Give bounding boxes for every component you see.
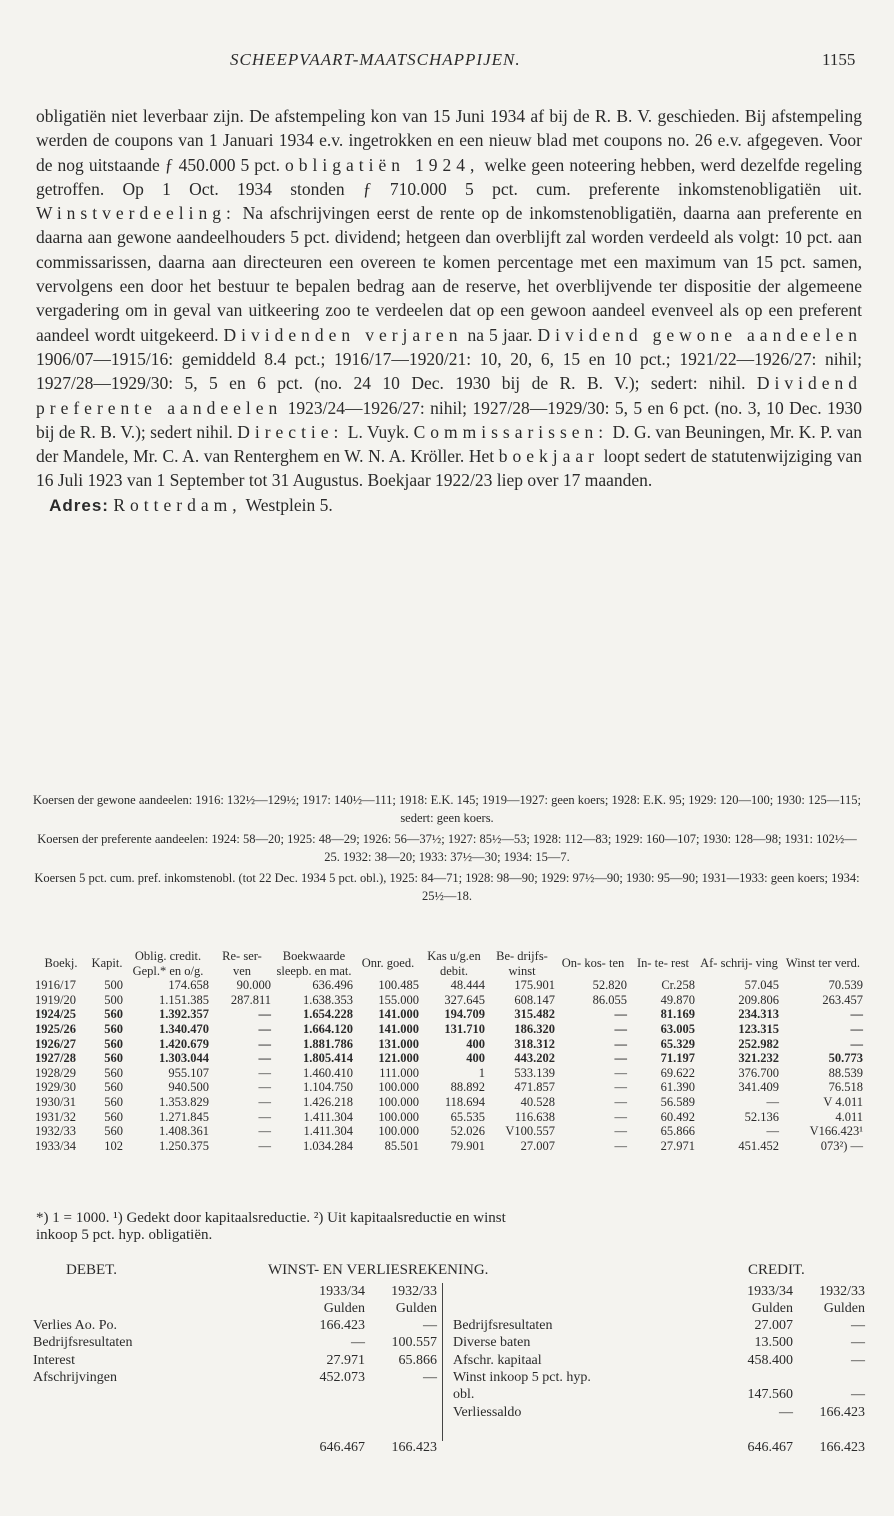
- debit-year-2: 1932/33: [391, 1284, 437, 1299]
- table-cell: Cr.258: [661, 978, 695, 993]
- table-cell: 1.420.679: [159, 1036, 209, 1051]
- table-cell: 234.313: [738, 1007, 779, 1022]
- table-cell: 315.482: [514, 1007, 555, 1022]
- spaced-heading: Dividend gewone aandeelen: [537, 324, 862, 345]
- quotes-bonds: Koersen 5 pct. cum. pref. inkomstenobl. (tot 22 Dec. 1934 5 pct. obl.), 1925: 84—71; 1928: 98—90; 1929: 97½—90; 1930: 95—90; 1931—1933: geen koers; 1934: 25½—18.: [34, 871, 860, 903]
- table-cell: 100.485: [378, 978, 419, 993]
- text-run: obligatiën niet leverbaar zijn. De afstempeling kon van 15 Juni 1934 af bij de R. B. V. geschieden. Bij afstempeling werden de coupons van 1 Januari 1934 e.v. ingetrokken en een nieuw blad met coupons no. 26 e.v. afgegeven. Voor de nog uitstaande ƒ 450.000 5 pct.: [36, 106, 862, 175]
- table-cell: 1.034.284: [303, 1138, 353, 1153]
- table-cell: —: [614, 1124, 627, 1139]
- table-cell: 61.390: [660, 1080, 695, 1095]
- credit-item-value-1: 13.500: [754, 1335, 793, 1351]
- credit-total-2: 166.423: [819, 1440, 865, 1455]
- table-header: Kas u/g.en debit.: [427, 949, 481, 978]
- credit-item-label: Bedrijfsresultaten: [453, 1318, 553, 1333]
- table-cell: 1927/28: [35, 1051, 76, 1066]
- table-cell: 88.539: [828, 1065, 863, 1080]
- table-cell: 194.709: [444, 1007, 485, 1022]
- footnotes: [36, 1210, 862, 1244]
- page-number: 1155: [822, 50, 856, 69]
- table-cell: —: [614, 1036, 627, 1051]
- table-cell: 1.460.410: [303, 1065, 353, 1080]
- table-cell: 560: [104, 1065, 123, 1080]
- debit-item-label: Interest: [33, 1352, 75, 1368]
- table-cell: 175.901: [514, 978, 555, 993]
- debit-item-value-2: 100.557: [391, 1335, 437, 1351]
- table-cell: V166.423¹: [809, 1124, 863, 1139]
- spaced-heading: obligatiën 1924,: [285, 154, 480, 175]
- table-cell: 1928/29: [35, 1065, 76, 1080]
- table-cell: 287.811: [230, 992, 271, 1007]
- table-cell: 100.000: [378, 1094, 419, 1109]
- table-cell: 1.426.218: [303, 1094, 353, 1109]
- table-header-row: [33, 949, 865, 978]
- table-cell: 500: [104, 992, 123, 1007]
- table-cell: 955.107: [168, 1065, 209, 1080]
- debit-item-value-1: 452.073: [319, 1369, 365, 1385]
- debit-item-label: Bedrijfsresultaten: [33, 1335, 133, 1351]
- table-cell: 65.329: [660, 1036, 695, 1051]
- debit-item-label: Verlies Ao. Po.: [33, 1318, 117, 1333]
- table-cell: 1.353.829: [159, 1094, 209, 1109]
- table-header: Winst ter verd.: [785, 956, 861, 971]
- table-cell: 560: [104, 1051, 123, 1066]
- table-cell: 1.408.361: [159, 1124, 209, 1139]
- table-cell: 1.664.120: [303, 1021, 353, 1036]
- table-cell: 60.492: [660, 1109, 695, 1124]
- table-cell: 500: [104, 978, 123, 993]
- credit-item-label: obl.: [453, 1387, 475, 1403]
- table-cell: —: [614, 1138, 627, 1153]
- credit-item-value-2: 166.423: [819, 1404, 865, 1420]
- table-cell: —: [850, 1007, 863, 1022]
- spaced-heading: Commissarissen:: [413, 421, 609, 442]
- credit-item-label: Verliessaldo: [453, 1404, 522, 1420]
- table-cell: 560: [104, 1109, 123, 1124]
- table-cell: —: [258, 1021, 271, 1036]
- table-row: [33, 1007, 865, 1022]
- footnote-line: *) 1 = 1000. ¹) Gedekt door kapitaalsreductie. ²) Uit kapitaalsreductie en winst: [36, 1210, 506, 1226]
- table-cell: —: [614, 1021, 627, 1036]
- table-cell: 27.971: [660, 1138, 695, 1153]
- table-row: [33, 1022, 865, 1037]
- table-cell: 186.320: [514, 1021, 555, 1036]
- table-cell: 100.000: [378, 1080, 419, 1095]
- debit-item-label: Afschrijvingen: [33, 1369, 117, 1385]
- table-cell: 1.250.375: [159, 1138, 209, 1153]
- table-cell: 52.136: [744, 1109, 779, 1124]
- table-header: In- te- rest: [636, 956, 690, 971]
- table-cell: 86.055: [592, 992, 627, 1007]
- table-cell: V100.557: [505, 1124, 555, 1139]
- spaced-heading: Directie:: [237, 421, 344, 442]
- table-cell: 102: [104, 1138, 123, 1153]
- table-cell: 1.881.786: [303, 1036, 353, 1051]
- table-row: [33, 1051, 865, 1066]
- table-cell: 341.409: [738, 1080, 779, 1095]
- table-cell: —: [614, 1065, 627, 1080]
- table-cell: 1931/32: [35, 1109, 76, 1124]
- footnote-line: inkoop 5 pct. hyp. obligatiën.: [36, 1227, 213, 1243]
- table-cell: 1925/26: [35, 1021, 76, 1036]
- credit-year-2: 1932/33: [819, 1284, 865, 1299]
- table-cell: 1.271.845: [159, 1109, 209, 1124]
- debit-item-value-1: —: [351, 1335, 365, 1351]
- table-cell: 451.452: [738, 1138, 779, 1153]
- debit-total-1: 646.467: [319, 1440, 365, 1455]
- text-run: D. G. van Beuningen, Mr. K. P. van der Mandele, Mr. C. A. van Renterghem en W. N. A. Kröller. Het: [36, 421, 863, 467]
- text-run: Na afschrijvingen eerst de rente op de inkomstenobligatiën, daarna aan preferente en daarna aan gewone aandeelhouders 5 pct. dividend; hetgeen dan overblijft zal worden verdeeld als volgt: 10 pct. aan commissarissen, daarna aan directeuren een overeen te komen percentage met een maximum van 15 pct. samen, vervolgens een door het bestuur te bepalen bedrag aan de reserve, het overblijvende ter dispositie der algemeene vergadering om in geval van uitkeering zoo te verdeelen dat op een gewoon aandeel evenveel als op een preferent aandeel wordt uitgekeerd.: [36, 203, 862, 345]
- table-cell: 1929/30: [35, 1080, 76, 1095]
- table-cell: 123.315: [738, 1021, 779, 1036]
- credit-item-label: Winst inkoop 5 pct. hyp.: [453, 1369, 591, 1385]
- table-cell: 263.457: [822, 992, 863, 1007]
- table-cell: 48.444: [450, 978, 485, 993]
- table-cell: —: [258, 1138, 271, 1153]
- table-cell: 40.528: [520, 1094, 555, 1109]
- spaced-heading: Dividend preferente aandeelen: [36, 373, 862, 418]
- table-cell: 327.645: [444, 992, 485, 1007]
- table-cell: 131.710: [444, 1021, 485, 1036]
- table-cell: 121.000: [378, 1051, 419, 1066]
- table-cell: 318.312: [514, 1036, 555, 1051]
- table-cell: 1933/34: [35, 1138, 76, 1153]
- quotes-preferred: Koersen der preferente aandeelen: 1924: 58—20; 1925: 48—29; 1926: 56—37½; 1927: 85½—53; 1928: 112—83; 1929: 160—107; 1930: 128—98; 1931: 102½—25. 1932: 38—20; 1933: 37½—30; 1934: 15—7.: [37, 832, 857, 864]
- table-cell: 560: [104, 1124, 123, 1139]
- credit-item-value-1: 458.400: [747, 1352, 793, 1368]
- table-cell: 321.232: [738, 1051, 779, 1066]
- table-cell: 81.169: [660, 1007, 695, 1022]
- table-cell: 533.139: [514, 1065, 555, 1080]
- table-body: [33, 978, 865, 1153]
- debit-unit-1: Gulden: [323, 1301, 365, 1316]
- table-cell: 560: [104, 1080, 123, 1095]
- credit-item-value-1: 27.007: [754, 1318, 793, 1333]
- table-cell: 1.411.304: [303, 1124, 353, 1139]
- table-cell: 141.000: [378, 1021, 419, 1036]
- table-cell: 1.654.228: [303, 1007, 353, 1022]
- profit-loss-title-row: [0, 1262, 894, 1282]
- credit-item-value-1: —: [779, 1404, 793, 1420]
- table-cell: 111.000: [379, 1065, 419, 1080]
- table-cell: 70.539: [828, 978, 863, 993]
- table-cell: 50.773: [828, 1051, 863, 1066]
- table-cell: 1932/33: [35, 1124, 76, 1139]
- text-run: 1906/07—1915/16: gemiddeld 8.4 pct.; 1916/17—1920/21: 10, 20, 6, 15 en 10 pct.; 1921/22—1926/27: nihil; 1927/28—1929/30: 5, 5 en 6 pct. (no. 24 10 Dec. 1930 bij de R. B. V.); sedert: nihil.: [36, 348, 862, 394]
- table-cell: 1: [478, 1065, 485, 1080]
- running-title: SCHEEPVAART-MAATSCHAPPIJEN.: [230, 50, 521, 69]
- table-row: [33, 1139, 865, 1154]
- table-cell: V 4.011: [823, 1094, 863, 1109]
- credit-item-label: Diverse baten: [453, 1335, 531, 1351]
- table-cell: 76.518: [828, 1080, 863, 1095]
- credit-year-1: 1933/34: [747, 1284, 793, 1299]
- table-cell: 1.392.357: [159, 1007, 209, 1022]
- profit-loss-title: WINST- EN VERLIESREKENING.: [268, 1262, 489, 1278]
- table-row: [33, 1124, 865, 1139]
- debit-item-value-1: 27.971: [326, 1352, 365, 1368]
- table-cell: 1916/17: [35, 978, 76, 993]
- table-cell: —: [258, 1036, 271, 1051]
- table-cell: 100.000: [378, 1124, 419, 1139]
- credit-item-value-1: [723, 1369, 793, 1386]
- credit-unit-2: Gulden: [823, 1301, 865, 1316]
- debit-item-value-1: 166.423: [319, 1318, 365, 1333]
- table-cell: —: [850, 1036, 863, 1051]
- table-cell: —: [766, 1124, 779, 1139]
- table-cell: 118.694: [444, 1094, 485, 1109]
- table-cell: 85.501: [384, 1138, 419, 1153]
- text-run: welke geen noteering hebben, werd dezelfde regeling getroffen. Op 1 Oct. 1934 stonden ƒ 710.000 5 pct. cum. preferente inkomstenobligatiën uit.: [36, 154, 862, 199]
- credit-label: CREDIT.: [748, 1262, 805, 1278]
- table-cell: 65.866: [660, 1124, 695, 1139]
- table-cell: 65.535: [450, 1109, 485, 1124]
- debit-label: DEBET.: [66, 1262, 117, 1278]
- share-quotes: [30, 792, 864, 909]
- company-paragraph: [36, 104, 862, 493]
- spaced-heading: Winstverdeeling:: [36, 203, 236, 224]
- table-cell: —: [258, 1007, 271, 1022]
- address-street: Westplein 5.: [241, 494, 333, 515]
- table-cell: 1919/20: [35, 992, 76, 1007]
- table-cell: 52.026: [450, 1124, 485, 1139]
- table-cell: 141.000: [378, 1007, 419, 1022]
- table-cell: 57.045: [744, 978, 779, 993]
- column-divider: [442, 1283, 443, 1441]
- table-cell: 4.011: [835, 1109, 863, 1124]
- running-head: [0, 50, 894, 74]
- table-row: [33, 1110, 865, 1125]
- table-cell: —: [766, 1094, 779, 1109]
- table-cell: 174.658: [168, 978, 209, 993]
- table-cell: 71.197: [660, 1051, 695, 1066]
- table-cell: 63.005: [660, 1021, 695, 1036]
- table-cell: —: [258, 1124, 271, 1139]
- table-cell: 1.151.385: [159, 992, 209, 1007]
- table-cell: 1.104.750: [303, 1080, 353, 1095]
- financial-table: [33, 949, 865, 1153]
- table-cell: 27.007: [520, 1138, 555, 1153]
- table-cell: 209.806: [738, 992, 779, 1007]
- table-cell: 560: [104, 1036, 123, 1051]
- table-cell: 100.000: [378, 1109, 419, 1124]
- table-header: Kapit.: [91, 956, 123, 971]
- table-cell: —: [258, 1109, 271, 1124]
- table-cell: 1926/27: [35, 1036, 76, 1051]
- text-run: na 5 jaar.: [462, 324, 538, 345]
- table-cell: —: [614, 1051, 627, 1066]
- table-cell: 131.000: [378, 1036, 419, 1051]
- table-cell: 1.638.353: [303, 992, 353, 1007]
- table-cell: 90.000: [236, 978, 271, 993]
- table-row: [33, 1080, 865, 1095]
- table-header: Boekwaarde sleepb. en mat.: [276, 949, 352, 978]
- credit-item-value-1: 147.560: [747, 1387, 793, 1403]
- text-run: 1923/24—1926/27: nihil; 1927/28—1929/30: 5, 5 en 6 pct. (no. 3, 10 Dec. 1930 bij de R. B. V.); sedert nihil.: [36, 397, 862, 442]
- table-cell: 471.857: [514, 1080, 555, 1095]
- credit-unit-1: Gulden: [751, 1301, 793, 1316]
- table-cell: 560: [104, 1007, 123, 1022]
- spaced-heading: boekjaar: [498, 446, 599, 467]
- table-cell: 560: [104, 1094, 123, 1109]
- table-cell: 1.303.044: [159, 1051, 209, 1066]
- table-cell: 400: [466, 1051, 485, 1066]
- debit-item-value-2: —: [423, 1369, 437, 1385]
- table-cell: 1930/31: [35, 1094, 76, 1109]
- table-cell: 376.700: [738, 1065, 779, 1080]
- table-cell: 400: [466, 1036, 485, 1051]
- table-header: Oblig. credit. Gepl.* en o/g.: [132, 949, 204, 978]
- table-cell: —: [614, 1109, 627, 1124]
- address-line: [36, 493, 862, 518]
- table-cell: 636.496: [312, 978, 353, 993]
- quotes-ordinary: Koersen der gewone aandeelen: 1916: 132½—129½; 1917: 140½—111; 1918: E.K. 145; 1919—1927: geen koers; 1928: E.K. 95; 1929: 120—100; 1930: 125—115; sedert: geen koers.: [32, 793, 862, 825]
- credit-item-value-2: —: [851, 1387, 865, 1403]
- table-cell: 79.901: [450, 1138, 485, 1153]
- spaced-heading: Dividenden verjaren: [223, 324, 463, 345]
- table-cell: 1.340.470: [159, 1021, 209, 1036]
- table-header: Af- schrij- ving: [700, 956, 778, 971]
- table-cell: 560: [104, 1021, 123, 1036]
- table-cell: 940.500: [168, 1080, 209, 1095]
- table-cell: —: [258, 1094, 271, 1109]
- table-row: [33, 978, 865, 993]
- table-row: [33, 993, 865, 1008]
- credit-item-value-2: —: [851, 1318, 865, 1333]
- table-cell: 1924/25: [35, 1007, 76, 1022]
- table-row: [33, 1037, 865, 1052]
- table-cell: 49.870: [660, 992, 695, 1007]
- credit-item-value-2: —: [851, 1335, 865, 1351]
- table-cell: —: [850, 1021, 863, 1036]
- credit-item-label: Afschr. kapitaal: [453, 1352, 542, 1368]
- table-cell: 073²) —: [820, 1138, 863, 1153]
- debit-item-value-2: —: [423, 1318, 437, 1333]
- table-cell: 1.805.414: [303, 1051, 353, 1066]
- table-cell: 52.820: [592, 978, 627, 993]
- credit-total-1: 646.467: [747, 1440, 793, 1455]
- text-run: L. Vuyk.: [343, 421, 414, 442]
- table-header: Re- ser- ven: [222, 949, 262, 978]
- address-city: Rotterdam,: [113, 494, 242, 515]
- debit-total-2: 166.423: [391, 1440, 437, 1455]
- credit-item-value-2: [795, 1369, 865, 1386]
- table-cell: —: [614, 1080, 627, 1095]
- debit-year-1: 1933/34: [319, 1284, 365, 1299]
- table-header: Boekj.: [44, 956, 78, 971]
- table-cell: —: [258, 1065, 271, 1080]
- table-cell: 608.147: [514, 992, 555, 1007]
- table-header: Be- drijfs- winst: [496, 949, 548, 978]
- table-cell: 69.622: [660, 1065, 695, 1080]
- table-cell: 116.638: [514, 1109, 555, 1124]
- debit-unit-2: Gulden: [395, 1301, 437, 1316]
- table-cell: —: [258, 1080, 271, 1095]
- table-cell: 155.000: [378, 992, 419, 1007]
- table-row: [33, 1066, 865, 1081]
- table-cell: 56.589: [660, 1094, 695, 1109]
- table-cell: —: [614, 1094, 627, 1109]
- table-header: On- kos- ten: [561, 956, 625, 971]
- table-cell: 1.411.304: [303, 1109, 353, 1124]
- table-cell: 252.982: [738, 1036, 779, 1051]
- body-text: [36, 104, 862, 518]
- table-header: Onr. goed.: [361, 956, 415, 971]
- table-cell: —: [258, 1051, 271, 1066]
- table-cell: 443.202: [514, 1051, 555, 1066]
- address-label: Adres:: [49, 495, 109, 515]
- table-row: [33, 1095, 865, 1110]
- table-cell: 88.892: [450, 1080, 485, 1095]
- debit-item-value-2: 65.866: [398, 1352, 437, 1368]
- text-run: loopt sedert de statutenwijziging van 16 Juli 1923 van 1 September tot 31 Augustus. Boekjaar 1922/23 liep over 17 maanden.: [36, 446, 863, 491]
- table-cell: —: [614, 1007, 627, 1022]
- credit-item-value-2: —: [851, 1352, 865, 1368]
